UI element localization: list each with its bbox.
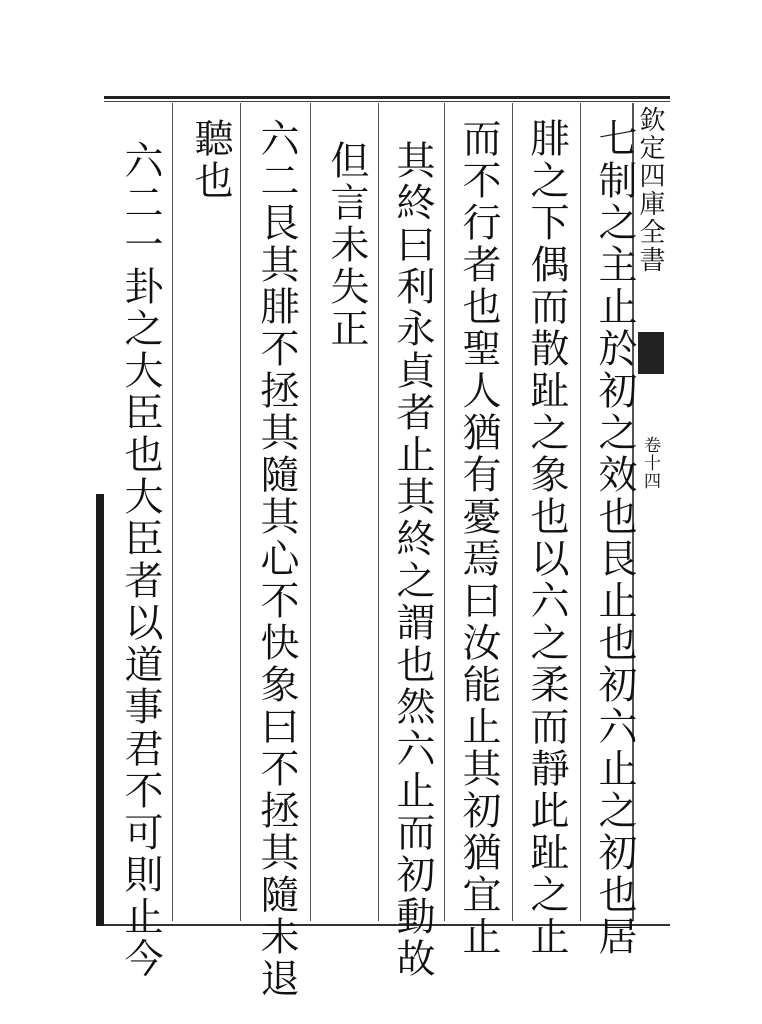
column-rule	[512, 103, 513, 921]
frame-top-border	[104, 96, 670, 99]
text-column-1: 七制之主止於初之效也艮止也初六止之初也居	[592, 118, 637, 958]
text-column-8: 六二一卦之大臣也大臣者以道事君不可則止今	[118, 140, 163, 980]
column-rule	[172, 103, 173, 921]
text-column-7: 聽也	[188, 118, 233, 202]
column-rule	[310, 103, 311, 921]
text-column-4: 其終曰利永貞者止其終之謂也然六止而初動故	[390, 140, 435, 980]
column-rule	[580, 103, 581, 921]
text-column-5: 但言未失正	[324, 140, 369, 350]
text-column-3: 而不行者也聖人猶有憂焉曰汝能止其初猶宜止	[456, 118, 501, 958]
text-column-2: 腓之下偶而散趾之象也以六之柔而靜此趾之止	[524, 118, 569, 958]
text-column-6: 六二艮其腓不拯其隨其心不快象曰不拯其隨未退	[254, 118, 299, 1000]
column-rule	[240, 103, 241, 921]
column-rule	[378, 103, 379, 921]
margin-book-title: 欽定四庫全書	[635, 106, 665, 274]
column-rule	[444, 103, 445, 921]
frame-top-inner-border	[104, 101, 670, 102]
frame-left-border	[96, 494, 104, 926]
margin-volume-number: 卷十四	[640, 436, 660, 490]
